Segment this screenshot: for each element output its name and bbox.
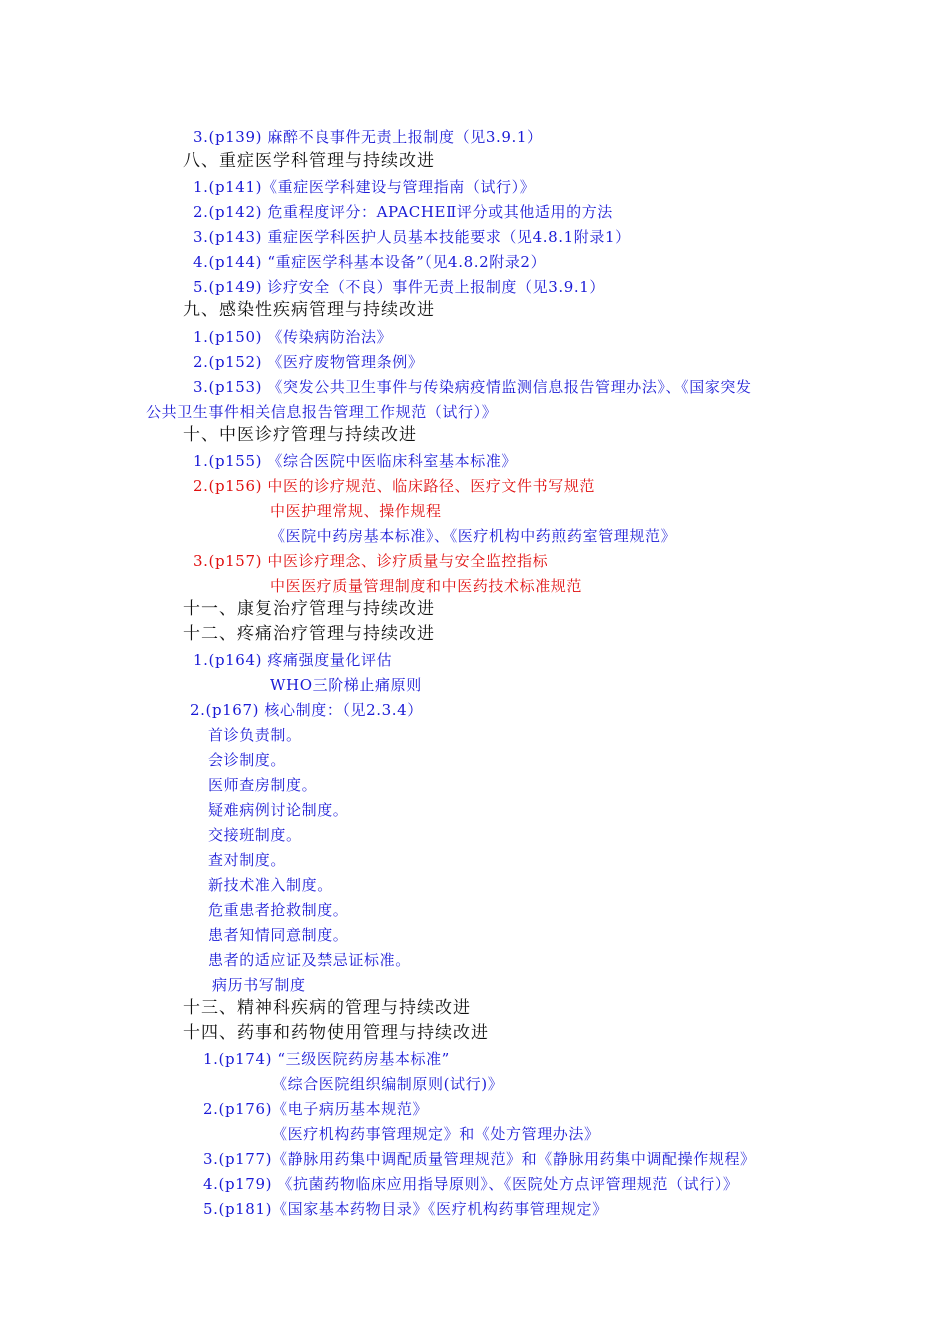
item-tcm-norms: 2.(p156) 中医的诊疗规范、临床路径、医疗文件书写规范 [193, 477, 596, 495]
item-apache-score: 2.(p142) 危重程度评分：APACHEⅡ评分或其他适用的方法 [193, 203, 613, 221]
item-who-ladder: WHO三阶梯止痛原则 [270, 676, 422, 694]
item-essential-drugs: 5.(p181)《国家基本药物目录》《医疗机构药事管理规定》 [203, 1200, 608, 1218]
item-public-health-2: 公共卫生事件相关信息报告管理工作规范（试行）》 [146, 403, 498, 421]
list-item: 交接班制度。 [208, 826, 302, 844]
list-item: 疑难病例讨论制度。 [208, 801, 349, 819]
item-pharmacy-rules: 《医疗机构药事管理规定》和《处方管理办法》 [272, 1125, 600, 1143]
item-tcm-pharmacy: 《医院中药房基本标准》、《医疗机构中药煎药室管理规范》 [270, 527, 677, 545]
heading-tcm: 十、中医诊疗管理与持续改进 [183, 425, 417, 445]
list-item: 医师查房制度。 [208, 776, 318, 794]
item-staffing-principle: 《综合医院组织编制原则(试行)》 [272, 1075, 504, 1093]
heading-pharmacy: 十四、药事和药物使用管理与持续改进 [183, 1023, 489, 1043]
item-icu-skills: 3.(p143) 重症医学科医护人员基本技能要求（见4.8.1附录1） [193, 228, 631, 246]
heading-icu: 八、重症医学科管理与持续改进 [183, 151, 435, 171]
list-item: 会诊制度。 [208, 751, 287, 769]
item-icu-equipment: 4.(p144) “重症医学科基本设备”（见4.8.2附录2） [193, 253, 547, 271]
item-pharmacy-standard: 1.(p174) “三级医院药房基本标准” [203, 1050, 450, 1068]
heading-psychiatry: 十三、精神科疾病的管理与持续改进 [183, 998, 471, 1018]
heading-infectious: 九、感染性疾病管理与持续改进 [183, 300, 435, 320]
item-emr-norms: 2.(p176)《电子病历基本规范》 [203, 1100, 429, 1118]
item-infectious-law: 1.(p150) 《传染病防治法》 [193, 328, 393, 346]
item-tcm-nursing: 中医护理常规、操作规程 [270, 502, 442, 520]
list-item: 新技术准入制度。 [208, 876, 333, 894]
item-antibiotics: 4.(p179) 《抗菌药物临床应用指导原则》、《医院处方点评管理规范（试行）》 [203, 1175, 739, 1193]
item-tcm-management: 中医医疗质量管理制度和中医药技术标准规范 [270, 577, 583, 595]
item-core-system: 2.(p167) 核心制度：（见2.3.4） [190, 701, 423, 719]
item-public-health-1: 3.(p153) 《突发公共卫生事件与传染病疫情监测信息报告管理办法》、《国家突发 [193, 378, 752, 396]
heading-rehab: 十一、康复治疗管理与持续改进 [183, 599, 435, 619]
item-safety-report: 5.(p149) 诊疗安全（不良）事件无责上报制度（见3.9.1） [193, 278, 605, 296]
heading-pain: 十二、疼痛治疗管理与持续改进 [183, 624, 435, 644]
item-tcm-standard: 1.(p155) 《综合医院中医临床科室基本标准》 [193, 452, 518, 470]
list-item: 患者知情同意制度。 [208, 926, 349, 944]
item-iv-admixture: 3.(p177)《静脉用药集中调配质量管理规范》和《静脉用药集中调配操作规程》 [203, 1150, 756, 1168]
list-item: 首诊负责制。 [208, 726, 302, 744]
list-item: 危重患者抢救制度。 [208, 901, 349, 919]
list-item: 患者的适应证及禁忌证标准。 [208, 951, 411, 969]
item-anesthesia-report: 3.(p139) 麻醉不良事件无责上报制度（见3.9.1） [193, 128, 543, 146]
item-icu-guideline: 1.(p141)《重症医学科建设与管理指南（试行）》 [193, 178, 536, 196]
list-item: 病历书写制度 [212, 976, 306, 994]
item-medical-waste: 2.(p152) 《医疗废物管理条例》 [193, 353, 424, 371]
item-pain-assessment: 1.(p164) 疼痛强度量化评估 [193, 651, 393, 669]
item-tcm-quality: 3.(p157) 中医诊疗理念、诊疗质量与安全监控指标 [193, 552, 549, 570]
list-item: 查对制度。 [208, 851, 287, 869]
